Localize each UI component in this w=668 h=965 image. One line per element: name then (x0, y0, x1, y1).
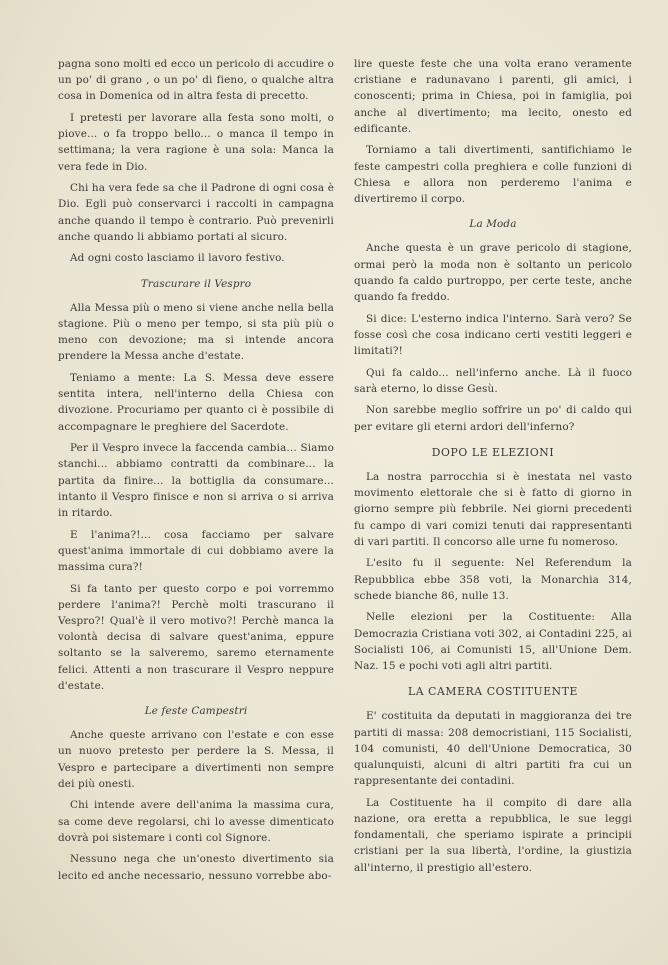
paragraph-moda: Anche questa è un grave pericolo di stagione, ormai però la moda non è soltanto un pericolo quando fa caldo purtroppo, per certe teste, anche quando fa freddo. (354, 242, 632, 304)
paragraph-costo: Ad ogni costo lasciamo il lavoro festivo. (70, 252, 285, 265)
paragraph-mente: Teniamo a mente: La S. Messa deve essere sentita intera, nell'interno della Chiesa con divozione. Procuriamo per quanto ci è possibile di accompagnare le preghiere del Sacerdote. (58, 372, 334, 433)
paragraph-costituita: E' costituita da deputati in maggioranza dei tre partiti di massa: 208 democristiani, 115 Socialisti, 104 comunisti, 40 dell'Unione Democratica, 30 qualunquisti, alcuni di altri partiti fra cui un rappresentante dei contadini. (354, 710, 632, 788)
paragraph-chi: Chi intende avere dell'anima la massima cura, sa come deve regolarsi, chi lo avesse dimenticato dovrà poi sistemare i conti col Signore. (58, 799, 334, 844)
paragraph-esito: L'esito fu il seguente: Nel Referendum la Repubblica ebbe 358 voti, la Monarchia 314, schede bianche 86, nulle 13. (354, 557, 632, 602)
paragraph-feste: Anche queste arrivano con l'estate e con esse un nuovo pretesto per perdere la S. Messa, il Vespro e partecipare a divertimenti non sempre dei più onesti. (58, 729, 334, 790)
paragraph-compito: La Costituente ha il compito di dare alla nazione, ora eretta a repubblica, le sue leggi fondamentali, che speriamo ispirate a principii cristiani per la sua libertà, l'ordine, la giustizia all'interno, il prestigio all'estero. (354, 796, 632, 874)
paragraph-torniamo: Torniamo a tali divertimenti, santifichiamo le feste campestri colla preghiera e colle funzioni di Chiesa e allora non perderemo l'anima e divertiremo il corpo. (354, 144, 632, 206)
heading-dopo-le-elezioni: DOPO LE ELEZIONI (431, 445, 555, 459)
paragraph-abolire: lire queste feste che una volta erano veramente cristiane e radunavano i parenti, gli amici, i conoscenti; prima in Chiesa, poi in famiglia, poi anche al divertimento; ma lecito, onesto ed edificante. (354, 58, 632, 135)
paragraph-fede: Chi ha vera fede sa che il Padrone di ogni cosa è Dio. Egli può conservarci i raccolti in campagna anche quando il tempo è contrario. Può prevenirli anche quando li abbiamo portati al sicuro. (58, 182, 334, 243)
heading-feste-campestri: Le feste Campestri (144, 705, 248, 718)
paragraph-anima: E l'anima?!... cosa facciamo per salvare quest'anima immortale di cui dobbiamo avere la massima cura?! (58, 528, 334, 574)
heading-la-moda: La Moda (469, 218, 517, 231)
paragraph-nessuno: Nessuno nega che un'onesto divertimento sia lecito ed anche necessario, nessuno vorrebbe abo- (58, 853, 334, 882)
paragraph-intro: pagna sono molti ed ecco un pericolo di accudire o un po' di grano , o un po' di fieno, o qualche altra cosa in Domenica od in altra festa di precetto. (58, 58, 334, 103)
left-column (58, 56, 334, 889)
paragraph-soffrire: Non sarebbe meglio soffrire un po' di caldo qui per evitare gli eterni ardori dell'inferno? (354, 404, 632, 433)
paragraph-corpo: Si fa tanto per questo corpo e poi vorremmo perdere l'anima?! Perchè molti trascurano il Vespro?! Qual'è il vero motivo?! Perchè manca la volontà decisa di salvare quest'anima, eppure soltanto se la salveremo, saremo eternamente felici. Attenti a non trascurare il Vespro neppure d'estate. (58, 582, 334, 692)
paragraph-costituente: Nelle elezioni per la Costituente: Alla Democrazia Cristiana voti 302, ai Contadini 225, ai Socialisti 106, ai Comunisti 15, all'Unione Dem. Naz. 15 e pochi voti agli altri partiti. (354, 611, 632, 673)
paragraph-esterno: Si dice: L'esterno indica l'interno. Sarà vero? Se fosse così che cosa indicano certi vestiti leggeri e limitati?! (354, 312, 632, 358)
paragraph-messa: Alla Messa più o meno si viene anche nella bella stagione. Più o meno per tempo, si sta più più o meno con devozione; ma si intende ancora prendere la Messa anche d'estate. (58, 301, 334, 363)
right-column (354, 56, 632, 881)
heading-trascurare-vespro: Trascurare il Vespro (140, 277, 252, 290)
paragraph-parrocchia: La nostra parrocchia si è inestata nel vasto movimento elettorale che si è fatto di giorno in giorno sempre più febbrile. Nei giorni precedenti fu campo di vari comizi tenuti dai rappresentanti di vari partiti. Il concorso alle urne fu nomeroso. (354, 471, 632, 548)
paragraph-vespro: Per il Vespro invece la faccenda cambia... Siamo stanchi... abbiamo contratti da combinare... la partita da finire... la bottiglia da consumare... intanto il Vespro finisce e non si arriva o si arriva in ritardo. (58, 442, 334, 520)
paragraph-caldo: Qui fa caldo... nell'inferno anche. Là il fuoco sarà eterno, lo disse Gesù. (354, 366, 632, 395)
paragraph-pretesti: I pretesti per lavorare alla festa sono molti, o piove... o fa troppo bello... o manca il tempo in settimana; la vera ragione è una sola: Manca la vera fede in Dio. (58, 112, 334, 173)
heading-camera-costituente: LA CAMERA COSTITUENTE (407, 685, 579, 699)
